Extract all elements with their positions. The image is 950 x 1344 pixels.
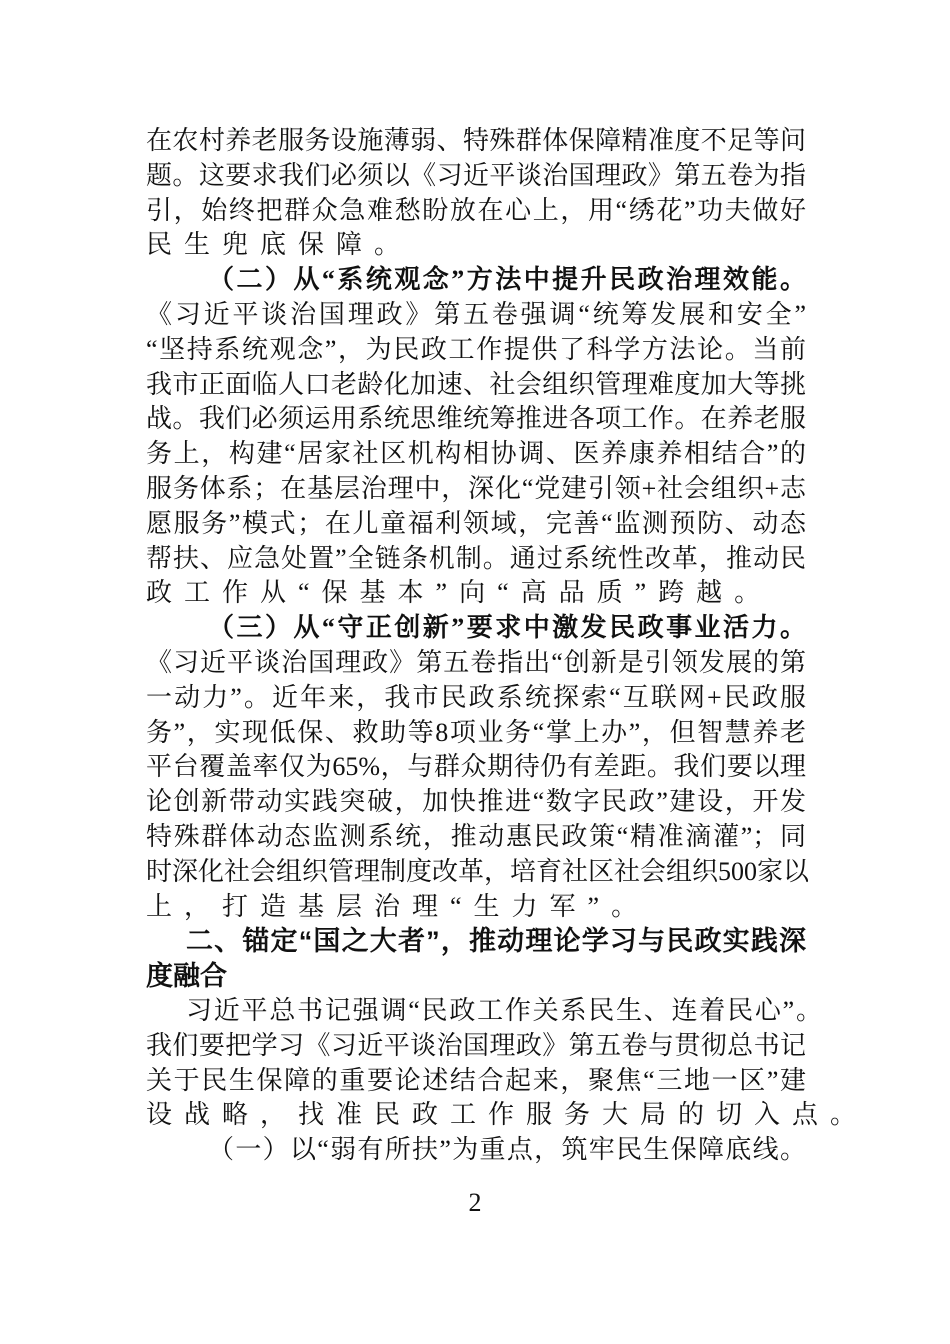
paragraph — [146, 611, 810, 924]
text-line: 时深化社会组织管理制度改革，培育社区社会组织500家以 — [146, 856, 810, 886]
subheading-line: （一）以“弱有所扶”为重点，筑牢民生保障底线。 — [208, 1135, 806, 1165]
section-heading — [146, 924, 806, 994]
text-line: 关于民生保障的重要论述结合起来，聚焦“三地一区”建 — [146, 1065, 806, 1095]
text-line: 我市正面临人口老龄化加速、社会组织管理难度加大等挑 — [146, 369, 806, 399]
text-line: 特殊群体动态监测系统，推动惠民政策“精准滴灌”；同 — [146, 821, 806, 851]
text-line: 一动力”。近年来，我市民政系统探索“互联网+民政服 — [146, 682, 806, 712]
text-line: 习近平总书记强调“民政工作关系民生、连着民心”。 — [186, 995, 822, 1025]
text-line: 《习近平谈治国理政》第五卷强调“统筹发展和安全” — [146, 299, 806, 329]
text-line: 论创新带动实践突破，加快推进“数字民政”建设，开发 — [146, 787, 806, 817]
text-line: 服务体系；在基层治理中，深化“党建引领+社会组织+志 — [146, 473, 806, 503]
page-number: 2 — [468, 1188, 482, 1217]
text-line: 务上，构建“居家社区机构相协调、医养康养相结合”的 — [146, 439, 806, 469]
text-line: 民生兜底保障。 — [146, 230, 413, 260]
text-line: 引，始终把群众急难愁盼放在心上，用“绣花”功夫做好 — [146, 195, 806, 225]
text-line: 平台覆盖率仅为65%，与群众期待仍有差距。我们要以理 — [146, 752, 806, 782]
paragraph — [146, 124, 806, 263]
text-line: 上，打造基层治理“生力军”。 — [146, 891, 650, 921]
text-line: 《习近平谈治国理政》第五卷指出“创新是引领发展的第 — [146, 647, 806, 677]
document-body — [146, 124, 869, 1168]
text-line: 在农村养老服务设施薄弱、特殊群体保障精准度不足等问 — [146, 126, 806, 155]
heading-line: 二、锚定“国之大者”，推动理论学习与民政实践深 — [186, 926, 806, 957]
text-line: 设战略，找准民政工作服务大局的切入点。 — [146, 1100, 869, 1130]
text-line: 战。我们必须运用系统思维统筹推进各项工作。在养老服 — [146, 404, 806, 434]
heading-line: 度融合 — [146, 961, 227, 992]
text-line: “坚持系统观念”，为民政工作提供了科学方法论。当前 — [146, 334, 806, 364]
subheading-line: （二）从“系统观念”方法中提升民政治理效能。 — [208, 265, 806, 295]
text-line: 我们要把学习《习近平谈治国理政》第五卷与贯彻总书记 — [146, 1030, 806, 1060]
text-line: 题。这要求我们必须以《习近平谈治国理政》第五卷为指 — [146, 160, 806, 190]
text-line: 政工作从“保基本”向“高品质”跨越。 — [146, 578, 773, 608]
text-line: 帮扶、应急处置”全链条机制。通过系统性改革，推动民 — [146, 543, 806, 573]
paragraph — [146, 1133, 806, 1168]
paragraph — [146, 994, 869, 1133]
paragraph — [146, 263, 806, 611]
text-line: 愿服务”模式；在儿童福利领域，完善“监测预防、动态 — [146, 508, 806, 538]
subheading-line: （三）从“守正创新”要求中激发民政事业活力。 — [208, 613, 806, 643]
text-line: 务”，实现低保、救助等8项业务“掌上办”，但智慧养老 — [146, 717, 806, 747]
